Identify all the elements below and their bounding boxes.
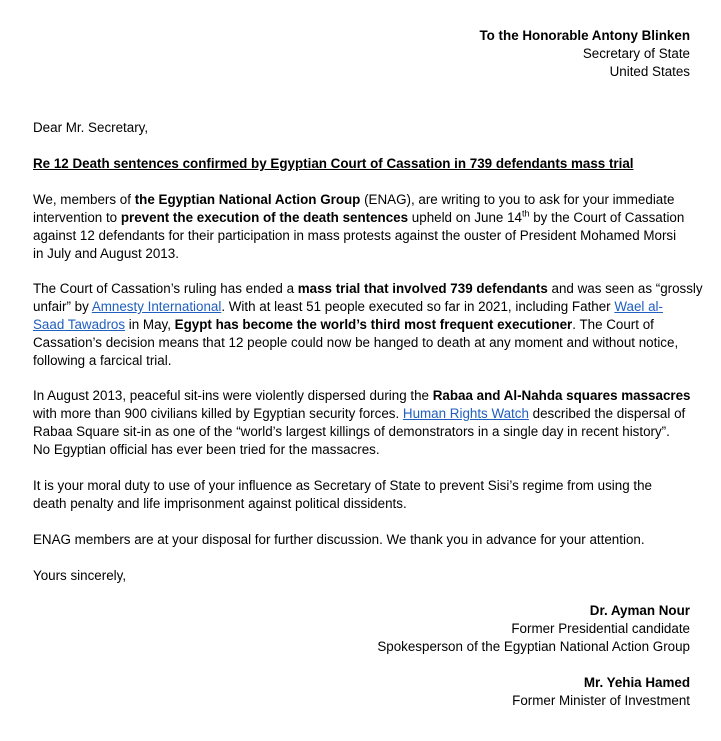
paragraph-2: The Court of Cassation’s ruling has ended a mass trial that involved 739 defendants and was seen as “grossly unfair” by Amnesty International. With at least 51 people executed so far in 2021, including Father Wael al- Saad Tawadros in May, Egypt has become the world’s third most frequent executioner. The Court of Cassation’s decision means that 12 people could now be hanged to death at any moment and without notice, following a farcical trial. [33, 281, 703, 368]
saad-tawadros-link[interactable]: Saad Tawadros [33, 317, 126, 332]
signatory-1-name: Dr. Ayman Nour [589, 603, 690, 618]
paragraph-4: It is your moral duty to use of your influence as Secretary of State to prevent Sisi’s regime from using the death penalty and life imprisonment against political dissidents. [33, 478, 652, 511]
recipient-name: To the Honorable Antony Blinken [479, 28, 690, 43]
recipient-country: United States [609, 64, 690, 79]
subject-line: Re 12 Death sentences confirmed by Egyptian Court of Cassation in 739 defendants mass trial [33, 156, 634, 171]
amnesty-international-link[interactable]: Amnesty International [91, 299, 222, 314]
paragraph-5: ENAG members are at your disposal for further discussion. We thank you in advance for your attention. [33, 532, 645, 547]
human-rights-watch-link[interactable]: Human Rights Watch [402, 406, 529, 421]
signatory-1-role-2: Spokesperson of the Egyptian National Action Group [377, 639, 690, 654]
signatory-2 [512, 674, 690, 710]
closing: Yours sincerely, [33, 568, 127, 583]
wael-al-saad-tawadros-link[interactable]: Wael al- [614, 299, 663, 314]
salutation: Dear Mr. Secretary, [33, 120, 149, 135]
signatory-1 [377, 602, 690, 656]
recipient-block [479, 27, 690, 81]
recipient-title: Secretary of State [582, 46, 690, 61]
signatory-1-role-1: Former Presidential candidate [511, 621, 690, 636]
signatory-2-name: Mr. Yehia Hamed [583, 675, 690, 690]
signatory-2-role-1: Former Minister of Investment [512, 693, 690, 708]
paragraph-3: In August 2013, peaceful sit-ins were violently dispersed during the Rabaa and Al-Nahda squares massacres with more than 900 civilians killed by Egyptian security forces. Human Rights Watch described the dispersal of Rabaa Square sit-in as one of the “world’s largest killings of demonstrators in a single day in recent history”. No Egyptian official has ever been tried for the massacres. [33, 388, 691, 457]
paragraph-1: We, members of the Egyptian National Action Group (ENAG), are writing to you to ask for your immediate intervention to prevent the execution of the death sentences upheld on June 14th by the Court of Cassation against 12 defendants for their participation in mass protests against the ouster of President Mohamed Morsi in July and August 2013. [33, 192, 685, 261]
